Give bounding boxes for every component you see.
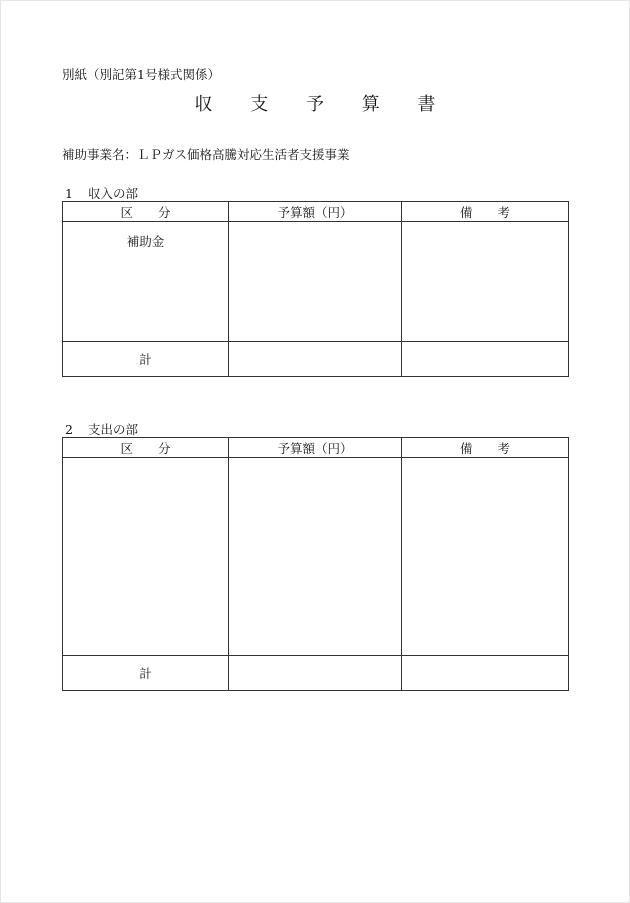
total-label: 計 <box>63 656 229 691</box>
income-table <box>62 201 569 377</box>
header-budget: 予算額（円） <box>229 202 402 222</box>
header-category: 区 分 <box>63 438 229 458</box>
header-budget: 予算額（円） <box>229 438 402 458</box>
total-label: 計 <box>63 342 229 377</box>
budget-cell <box>229 222 402 342</box>
total-budget-cell <box>229 656 402 691</box>
header-remarks: 備 考 <box>402 438 569 458</box>
category-cell <box>63 458 229 656</box>
header-remarks: 備 考 <box>402 202 569 222</box>
document-title: 収 支 予 算 書 <box>194 94 452 115</box>
budget-cell <box>229 458 402 656</box>
total-budget-cell <box>229 342 402 377</box>
section-number: 1 <box>65 186 73 201</box>
section-number: 2 <box>65 422 73 437</box>
total-remarks-cell <box>402 342 569 377</box>
expenditure-table <box>62 437 569 691</box>
annex-label: 別紙（別記第1号様式関係） <box>62 67 220 82</box>
section-heading-expenditure <box>65 420 138 438</box>
section-title: 収入の部 <box>88 186 139 201</box>
category-cell <box>63 222 229 342</box>
total-remarks-cell <box>402 656 569 691</box>
section-heading-income <box>65 184 138 202</box>
project-name: 補助事業名：ＬＰガス価格高騰対応生活者支援事業 <box>62 147 350 162</box>
table-header-row <box>63 202 569 222</box>
category-item-subsidy: 補助金 <box>126 234 165 249</box>
table-total-row <box>63 656 569 691</box>
table-body-row <box>63 458 569 656</box>
table-body-row <box>63 222 569 342</box>
table-header-row <box>63 438 569 458</box>
header-category: 区 分 <box>63 202 229 222</box>
table-total-row <box>63 342 569 377</box>
remarks-cell <box>402 222 569 342</box>
remarks-cell <box>402 458 569 656</box>
section-title: 支出の部 <box>88 422 139 437</box>
